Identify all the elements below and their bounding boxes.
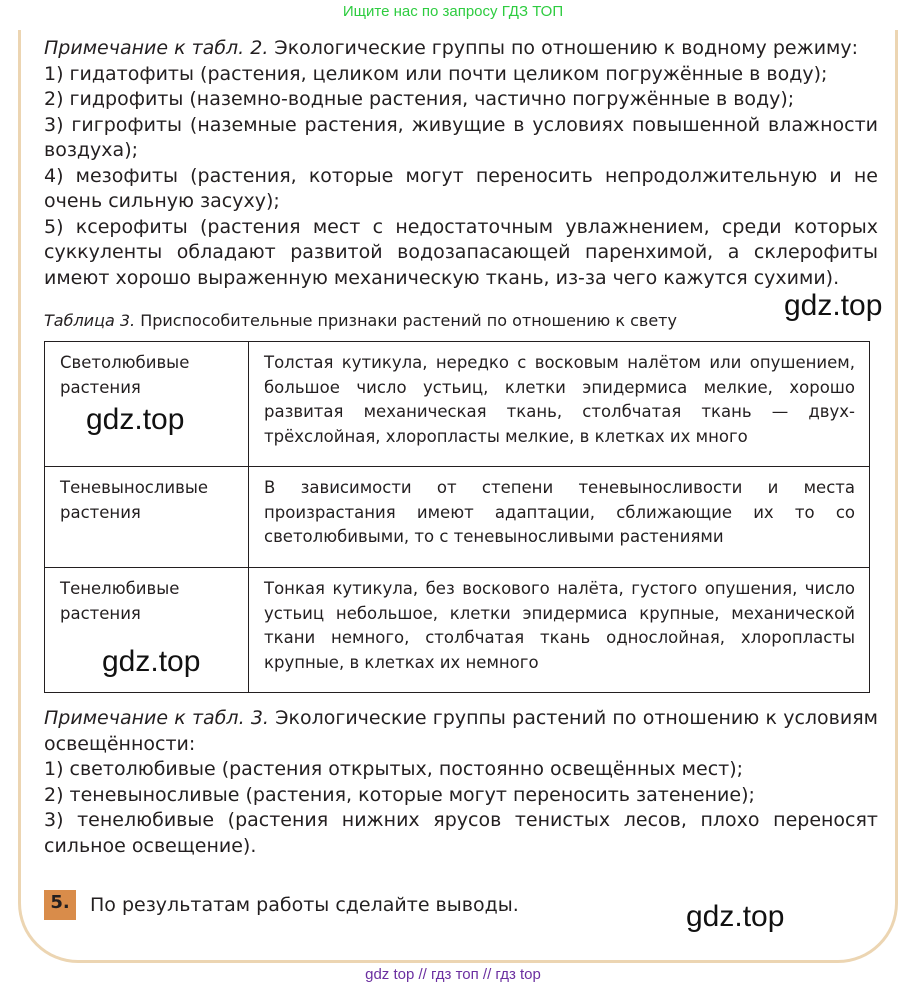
task-text: По результатам работы сделайте выводы. xyxy=(90,894,519,916)
traits-cell: Толстая кутикула, нередко с восковым налётом или опушением, большое число устьиц, клетки эпидермиса мелкие, хорошо развитая механическая ткань, столбчатая ткань — двух-трёхслойная, хлоропласты мелкие, в клетках их много xyxy=(249,342,870,467)
table-3-caption-text: Приспособительные признаки растений по отношению к свету xyxy=(135,311,677,330)
note-3-item: 3) тенелюбивые (растения нижних ярусов тенистых лесов, плохо переносят сильное освещение). xyxy=(44,809,878,857)
watermark: gdz.top xyxy=(86,403,185,436)
note-3-item: 2) теневыносливые (растения, которые могут переносить затенение); xyxy=(44,783,755,806)
note-3-label: Примечание к табл. 3. xyxy=(44,707,269,729)
group-cell: Тенелюбивые растения xyxy=(45,568,249,693)
table-3-caption-label: Таблица 3. xyxy=(44,311,136,330)
note-table-3 xyxy=(44,706,878,859)
note-2-item: 4) мезофиты (растения, которые могут переносить непродолжительную и не очень сильную засуху); xyxy=(44,164,878,212)
task-5 xyxy=(44,890,519,920)
watermark: gdz.top xyxy=(784,289,883,322)
note-2-item: 2) гидрофиты (наземно-водные растения, частично погружённые в воду); xyxy=(44,88,795,110)
note-2-label: Примечание к табл. 2. xyxy=(44,37,269,59)
note-2-item: 3) гигрофиты (наземные растения, живущие в условиях повышенной влажности воздуха); xyxy=(44,113,878,161)
top-banner: Ищите нас по запросу ГДЗ ТОП xyxy=(342,3,564,20)
watermark: gdz.top xyxy=(686,900,785,933)
watermark: gdz.top xyxy=(102,645,201,678)
note-3-item: 1) светолюбивые (растения открытых, постоянно освещённых мест); xyxy=(44,758,744,780)
table-row xyxy=(45,467,870,568)
traits-cell: В зависимости от степени теневыносливости и места произрастания имеют адаптации, сближающие их то со светолюбивыми, то с теневыносливыми растениями xyxy=(249,467,870,568)
traits-cell: Тонкая кутикула, без воскового налёта, густого опушения, число устьиц небольшое, клетки эпидермиса крупные, механической ткани немного, столбчатая ткань однослойная, хлоропласты крупные, в клетках их немного xyxy=(249,568,870,693)
task-number-badge: 5. xyxy=(44,890,76,920)
table-3 xyxy=(44,341,870,693)
note-2-heading xyxy=(44,36,878,62)
note-2-item: 1) гидатофиты (растения, целиком или почти целиком погружённые в воду); xyxy=(44,62,828,85)
note-2-item: 5) ксерофиты (растения мест с недостаточным увлажнением, среди которых суккуленты обладают развитой водозапасающей паренхимой, а склерофиты имеют хорошо выраженную механическую ткань, из-за чего кажутся сухими). xyxy=(44,215,878,289)
group-cell: Теневыносливые растения xyxy=(45,467,249,568)
table-3-caption xyxy=(44,311,677,331)
note-table-2 xyxy=(44,36,878,291)
note-3-heading xyxy=(44,706,878,757)
note-3-intro: Экологические группы растений по отношению к условиям освещённости: xyxy=(44,707,878,755)
group-cell: Светолюбивые растения xyxy=(45,342,249,467)
note-2-intro: Экологические группы по отношению к водному режиму: xyxy=(268,37,859,59)
footer-watermark: gdz top // гдз топ // гдз top xyxy=(365,966,541,983)
